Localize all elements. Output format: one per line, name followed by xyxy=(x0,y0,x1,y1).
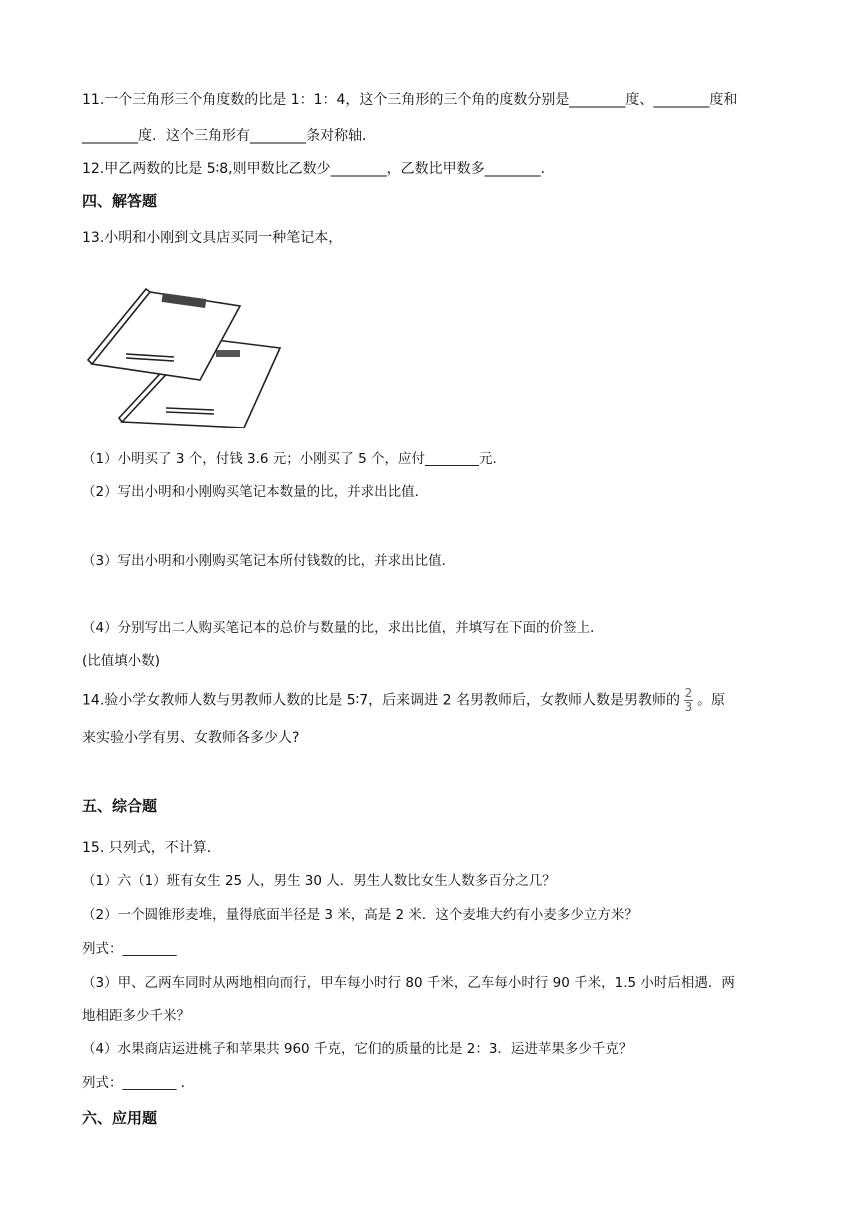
question-14-text: 14.验小学女教师人数与男教师人数的比是 5∶7，后来调进 2 名男教师后，女教师人数是男教师的 xyxy=(82,692,680,709)
question-14-line-2: 来实验小学有男、女教师各多少人? xyxy=(82,730,300,746)
question-13-part-2: （2）写出小明和小刚购买笔记本数量的比，并求出比值． xyxy=(82,484,429,500)
question-11-line-1: 11.一个三角形三个角度数的比是 1：1：4，这个三角形的三个角的度数分别是________度、________度和 xyxy=(82,92,738,108)
question-12: 12.甲乙两数的比是 5∶8,则甲数比乙数少________，乙数比甲数多________. xyxy=(82,161,546,177)
question-15-part-3-line-2: 地相距多少千米？ xyxy=(82,1008,190,1024)
fraction-numerator: 2 xyxy=(684,686,693,700)
question-14-text-end: 。原 xyxy=(696,692,725,709)
section-heading-6: 六、应用题 xyxy=(82,1109,158,1127)
question-15: 15. 只列式，不计算． xyxy=(82,840,221,856)
question-15-part-2-answer: 列式：________ xyxy=(82,941,177,957)
question-13: 13.小明和小刚到文具店买同一种笔记本， xyxy=(82,230,343,246)
question-15-part-2: （2）一个圆锥形麦堆，量得底面半径是 3 米，高是 2 米．这个麦堆大约有小麦多少立方米？ xyxy=(82,907,638,923)
question-15-part-3-line-1: （3）甲、乙两车同时从两地相向而行，甲车每小时行 80 千米，乙车每小时行 90 千米，1.5 小时后相遇．两 xyxy=(82,975,735,991)
section-heading-4: 四、解答题 xyxy=(82,192,158,210)
question-13-part-1: （1）小明买了 3 个，付钱 3.6 元；小刚买了 5 个，应付________元． xyxy=(82,451,506,467)
question-13-note: (比值填小数) xyxy=(82,653,161,669)
question-13-part-3: （3）写出小明和小刚购买笔记本所付钱数的比，并求出比值． xyxy=(82,553,456,569)
fraction-two-thirds xyxy=(684,688,693,713)
question-11-line-2: ________度．这个三角形有________条对称轴． xyxy=(82,128,376,144)
question-15-part-4-answer: 列式：________ ． xyxy=(82,1075,195,1091)
notebook-illustration xyxy=(82,282,292,428)
fraction-denominator: 3 xyxy=(684,700,693,714)
question-15-part-4: （4）水果商店运进桃子和苹果共 960 千克，它们的质量的比是 2：3．运进苹果多少千克？ xyxy=(82,1041,633,1057)
question-14-line-1 xyxy=(82,688,725,713)
question-15-part-1: （1）六（1）班有女生 25 人，男生 30 人．男生人数比女生人数多百分之几？ xyxy=(82,873,556,889)
question-13-part-4: （4）分别写出二人购买笔记本的总价与数量的比，求出比值，并填写在下面的价签上． xyxy=(82,620,604,636)
section-heading-5: 五、综合题 xyxy=(82,797,158,815)
